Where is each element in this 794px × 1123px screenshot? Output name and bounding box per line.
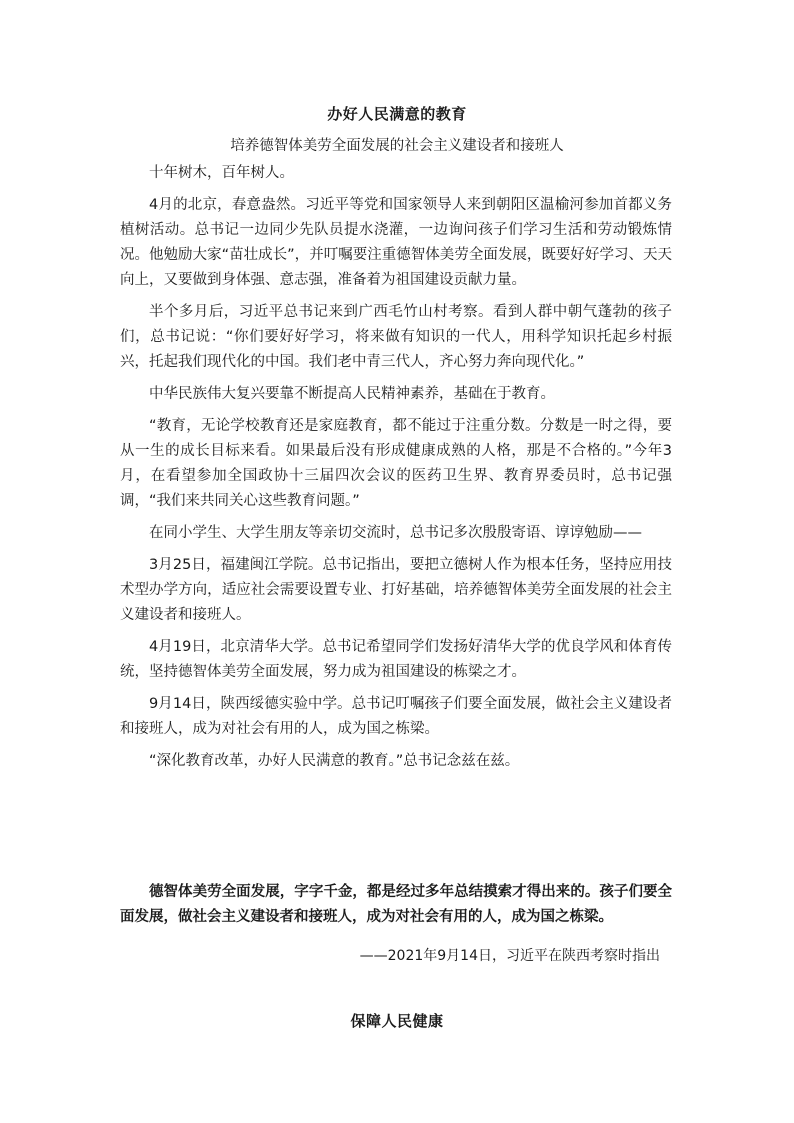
paragraph: 半个多月后，习近平总书记来到广西毛竹山村考察。看到人群中朝气蓬勃的孩子们，总书记说：“你们要好好学习，将来做有知识的一代人，用科学知识托起乡村振兴，托起我们现代化的中国。我们老中青三代人，齐心努力奔向现代化。”	[120, 304, 672, 370]
highlight-quote: 德智体美劳全面发展，字字千金，都是经过多年总结摸索才得出来的。孩子们要全面发展，做社会主义建设者和接班人，成为对社会有用的人，成为国之栋梁。	[120, 884, 672, 925]
paragraph: 中华民族伟大复兴要靠不断提高人民精神素养，基础在于教育。	[149, 386, 555, 402]
paragraph: “深化教育改革，办好人民满意的教育。”总书记念兹在兹。	[149, 753, 520, 769]
section-title: 保障人民健康	[350, 1012, 444, 1030]
section-subtitle: 培养德智体美劳全面发展的社会主义建设者和接班人	[230, 138, 564, 154]
paragraph: 4月的北京，春意盎然。习近平等党和国家领导人来到朝阳区温榆河参加首都义务植树活动。总书记一边同少先队员提水浇灌，一边询问孩子们学习生活和劳动锻炼情况。他勉励大家“苗壮成长”，并叮嘱要注重德智体美劳全面发展，既要好好学习、天天向上，又要做到身体强、意志强，准备着为祖国建设贡献力量。	[120, 197, 672, 288]
paragraph: 9月14日，陕西绥德实验中学。总书记叮嘱孩子们要全面发展，做社会主义建设者和接班人，成为对社会有用的人，成为国之栋梁。	[120, 696, 672, 737]
paragraph: 在同小学生、大学生朋友等亲切交流时，总书记多次殷殷寄语、谆谆勉励——	[149, 525, 642, 541]
article-body	[120, 161, 672, 781]
section-title: 办好人民满意的教育	[327, 105, 467, 123]
paragraph: 十年树木，百年树人。	[149, 165, 294, 181]
paragraph: 4月19日，北京清华大学。总书记希望同学们发扬好清华大学的优良学风和体育传统，坚持德智体美劳全面发展，努力成为祖国建设的栋梁之才。	[120, 639, 672, 680]
paragraph: 3月25日，福建闽江学院。总书记指出，要把立德树人作为根本任务，坚持应用技术型办学方向，适应社会需要设置专业、打好基础，培养德智体美劳全面发展的社会主义建设者和接班人。	[120, 557, 672, 623]
quote-attribution: ——2021年9月14日，习近平在陕西考察时指出	[359, 948, 660, 964]
paragraph: “教育，无论学校教育还是家庭教育，都不能过于注重分数。分数是一时之得，要从一生的成长目标来看。如果最后没有形成健康成熟的人格，那是不合格的。”今年3月，在看望参加全国政协十三届四次会议的医药卫生界、教育界委员时，总书记强调，“我们来共同关心这些教育问题。”	[120, 418, 672, 509]
